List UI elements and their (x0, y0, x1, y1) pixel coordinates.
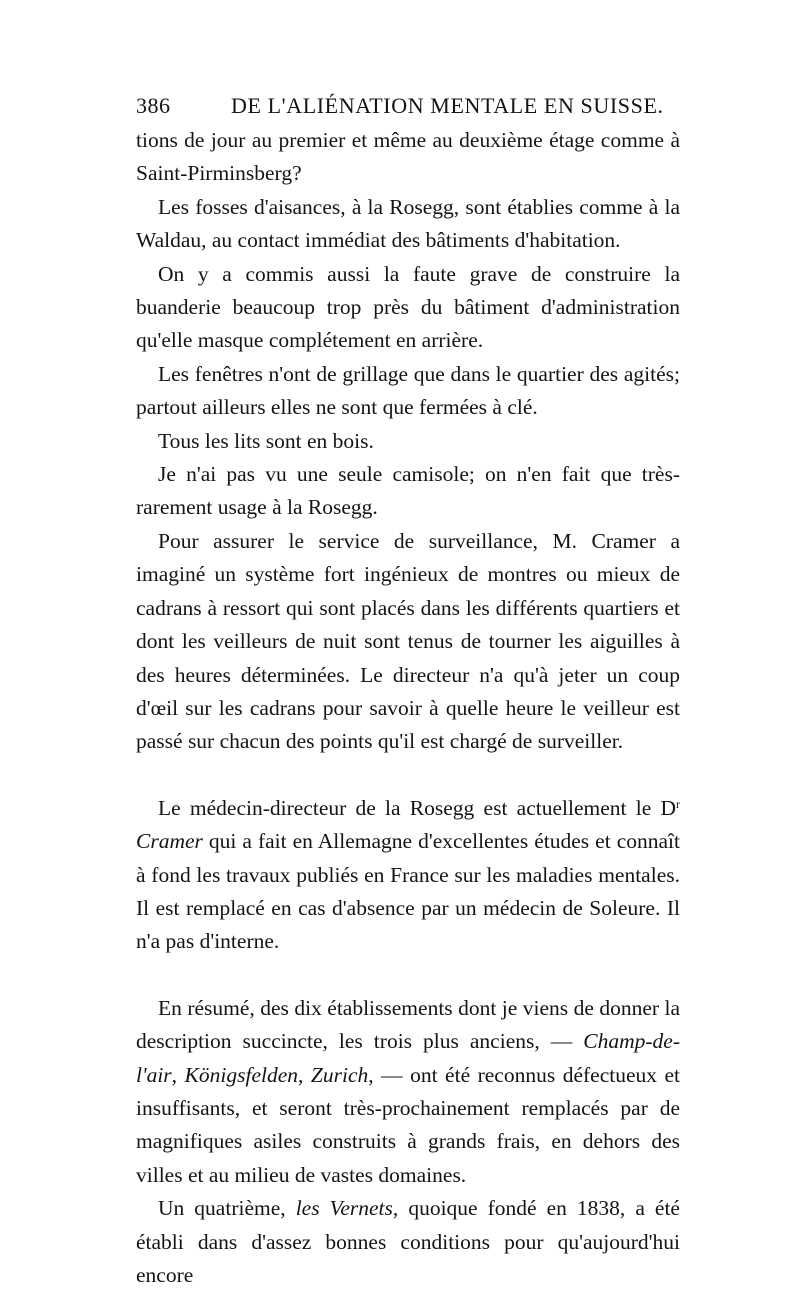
body-text (136, 124, 680, 1292)
section-gap (136, 759, 680, 792)
text-run: qui a fait en Allemagne d'excellentes études et connaît à fond les travaux publiés en France sur les maladies mentales. Il est remplacé en cas d'absence par un médecin de Soleure. Il n'a pas d'interne. (136, 829, 680, 954)
paragraph-medecin-directeur (136, 792, 680, 959)
text-run: , (171, 1062, 185, 1087)
paragraph-continuation: tions de jour au premier et même au deuxième étage comme à Saint-Pirminsberg? (136, 128, 680, 186)
text-run: , quoique fondé en 1838, a été établi dans d'assez bonnes conditions pour qu'aujourd'hui encore (136, 1196, 680, 1287)
title-superscript: r (676, 796, 680, 811)
section-gap (136, 959, 680, 992)
doctor-name: Cramer (136, 829, 203, 854)
paragraph-surveillance: Pour assurer le service de surveillance, M. Cramer a imaginé un système fort ingénieux de montres ou mieux de cadrans à ressort qui sont placés dans les différents quartiers et dont les veilleurs de nuit sont tenus de tourner les aiguilles à des heures déterminées. Le directeur n'a qu'à jeter un coup d'œil sur les cadrans pour savoir à quelle heure le veilleur est passé sur chacun des points qu'il est chargé de surveiller. (136, 528, 680, 754)
page-number: 386 (136, 93, 171, 118)
place-name: Zurich (310, 1062, 369, 1087)
paragraph-resume (136, 992, 680, 1192)
paragraph-lits: Tous les lits sont en bois. (158, 428, 374, 453)
text-run: En résumé, des dix établissements dont je viens de donner la description succincte, les trois plus anciens, — (136, 995, 680, 1054)
place-name: Champ-de-l'air (136, 1029, 680, 1087)
paragraph-fenetres: Les fenêtres n'ont de grillage que dans le quartier des agités; partout ailleurs elles ne sont que fermées à clé. (136, 361, 680, 420)
paragraph-quatrieme (136, 1192, 680, 1292)
text-run: Le médecin-directeur de la Rosegg est actuellement le D (158, 795, 676, 820)
paragraph-buanderie: On y a commis aussi la faute grave de construire la buanderie beaucoup trop près du bâtiment d'administration qu'elle masque complétement en arrière. (136, 261, 680, 353)
paragraph-fosses: Les fosses d'aisances, à la Rosegg, sont établies comme à la Waldau, au contact immédiat des bâtiments d'habitation. (136, 194, 680, 253)
place-name: Königsfelden (184, 1062, 299, 1087)
place-name: les Vernets (295, 1196, 393, 1221)
paragraph-camisole: Je n'ai pas vu une seule camisole; on n'en fait que très-rarement usage à la Rosegg. (136, 462, 680, 520)
text-run: , (298, 1062, 311, 1087)
page-header (136, 92, 680, 120)
text-run: , — ont été reconnus défectueux et insuffisants, et seront très-prochainement remplacés par de magnifiques asiles construits à grands frais, en dehors des villes et au milieu de vastes domaines. (136, 1062, 681, 1187)
running-title: DE L'ALIÉNATION MENTALE EN SUISSE. (231, 93, 664, 118)
text-run: Un quatrième, (158, 1196, 296, 1221)
